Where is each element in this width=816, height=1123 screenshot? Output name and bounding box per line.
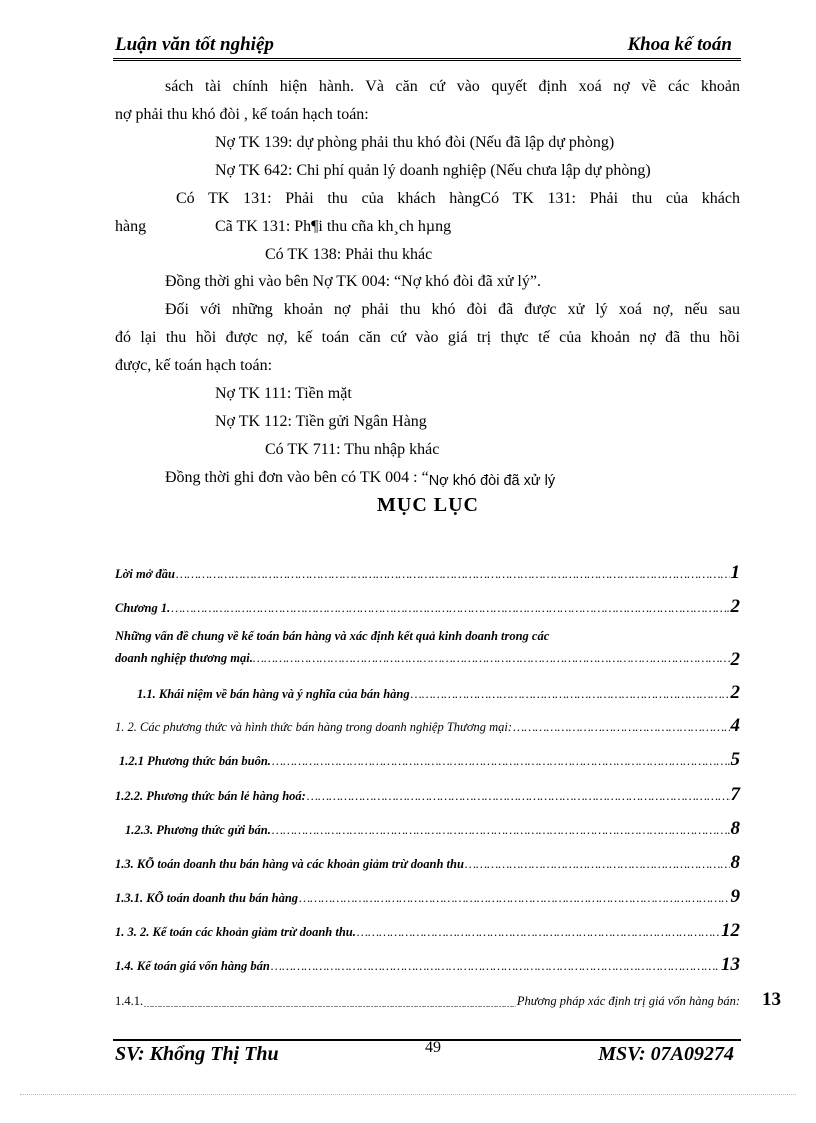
toc-entry-page: 7 xyxy=(730,784,740,805)
paragraph-3-line-3: được, kế toán hạch toán: xyxy=(115,357,273,374)
toc-entry[interactable] xyxy=(115,990,781,1009)
toc-entry-label-line-2: doanh nghiệp thương mại. xyxy=(115,651,253,665)
toc-entry-label: 1.3.1. KÕ toán doanh thu bán hàng xyxy=(115,891,299,905)
toc-entry-page: 1 xyxy=(730,562,740,583)
toc-entry[interactable] xyxy=(115,887,740,906)
toc-leader xyxy=(357,925,720,940)
entry-co-131-garbled: Cã TK 131: Ph¶i thu cña kh¸ch hµng xyxy=(215,218,452,235)
entry-no-139: Nợ TK 139: dự phòng phải thu khó đòi (Nếu đã lập dự phòng) xyxy=(215,134,615,151)
paragraph-2: Đồng thời ghi vào bên Nợ TK 004: “Nợ khó đòi đã xử lý”. xyxy=(165,273,541,290)
paragraph-1-line-1: sách tài chính hiện hành. Và căn cứ vào quyết định xoá nợ về các khoản xyxy=(165,78,740,95)
toc-entry-label: 1.3. KÕ toán doanh thu bán hàng và các khoản giảm trừ doanh thu xyxy=(115,857,464,871)
toc-entry-page: 13 xyxy=(721,954,740,975)
paragraph-4-part-b: Nợ khó đòi đã xử lý xyxy=(428,473,556,489)
toc-leader xyxy=(513,720,729,735)
entry-no-642: Nợ TK 642: Chi phí quản lý doanh nghiệp (Nếu chưa lập dự phòng) xyxy=(215,162,651,179)
toc-entry-page: 8 xyxy=(730,818,740,839)
footer-student-id: MSV: 07A09274 xyxy=(598,1043,734,1065)
toc-entry[interactable] xyxy=(119,750,740,769)
toc-leader xyxy=(299,891,729,906)
toc-entry[interactable] xyxy=(115,921,740,940)
footer-student: SV: Khổng Thị Thu xyxy=(115,1043,279,1065)
toc-entry-label: 1.4. Kế toán giá vốn hàng bán xyxy=(115,959,270,973)
page-edge-dotted-line xyxy=(20,1094,796,1095)
entry-co-138: Có TK 138: Phải thu khác xyxy=(265,246,433,263)
toc-entry[interactable] xyxy=(115,716,740,735)
toc-leader xyxy=(272,754,730,769)
toc-entry-label: 1.2.3. Phương thức gửi bán. xyxy=(125,823,271,837)
toc-entry-label: 1.2.2. Phương thức bán lẻ hàng hoá: xyxy=(115,789,306,803)
paragraph-3-line-2: đó lại thu hồi được nợ, kế toán căn cứ vào giá trị thực tế của khoản nợ đã thu hồi xyxy=(115,329,740,346)
toc-entry-page: 9 xyxy=(730,886,740,907)
entry-co-131: Có TK 131: Phải thu của khách hàngCó TK 131: Phải thu của khách xyxy=(176,190,740,207)
toc-leader xyxy=(144,999,516,1009)
toc-entry-label: 1. 2. Các phương thức và hình thức bán hàng trong doanh nghiệp Thương mại: xyxy=(115,720,513,734)
paragraph-4-part-a: Đồng thời ghi đơn vào bên có TK 004 : “ xyxy=(165,469,429,486)
toc-entry-label-right: Phương pháp xác định trị giá vốn hàng bán: xyxy=(516,994,740,1008)
entry-no-112: Nợ TK 112: Tiền gửi Ngân Hàng xyxy=(215,413,427,430)
toc-entry[interactable] xyxy=(115,563,740,582)
paragraph-1-line-2: nợ phải thu khó đòi , kế toán hạch toán: xyxy=(115,106,369,123)
toc-leader xyxy=(411,687,730,702)
entry-no-111: Nợ TK 111: Tiền mặt xyxy=(215,385,352,402)
paragraph-4 xyxy=(165,468,555,488)
toc-title: MỤC LỤC xyxy=(377,494,479,516)
toc-entry-page: 4 xyxy=(730,715,740,736)
toc-leader xyxy=(307,789,730,804)
toc-entry-label: 1. 3. 2. Kế toán các khoản giảm trừ doanh thu. xyxy=(115,925,356,939)
toc-leader xyxy=(272,823,730,838)
toc-leader xyxy=(465,857,730,872)
entry-co-131-hang: hàng xyxy=(115,218,147,235)
toc-entry[interactable] xyxy=(115,955,740,974)
toc-entry[interactable] xyxy=(115,625,740,669)
toc-entry-page: 2 xyxy=(730,682,740,703)
header-left: Luận văn tốt nghiệp xyxy=(115,34,274,55)
toc-entry[interactable] xyxy=(125,819,740,838)
toc-entry-label-line-1: Những vấn đề chung về kế toán bán hàng và xác định kết quả kinh doanh trong các xyxy=(115,629,550,643)
toc-leader xyxy=(176,567,730,582)
toc-entry-page: 8 xyxy=(730,852,740,873)
toc-leader xyxy=(253,647,731,669)
toc-entry-label: Lời mở đầu xyxy=(115,567,175,581)
toc-entry[interactable] xyxy=(137,683,740,702)
toc-entry-label: 1.1. Khái niệm về bán hàng và ý nghĩa của bán hàng xyxy=(137,687,410,701)
toc-entry[interactable] xyxy=(115,785,740,804)
toc-entry-page: 13 xyxy=(762,989,781,1010)
header-right: Khoa kế toán xyxy=(627,34,732,55)
entry-co-711: Có TK 711: Thu nhập khác xyxy=(265,441,440,458)
page-number: 49 xyxy=(425,1039,441,1056)
toc-leader xyxy=(271,959,720,974)
toc-entry-label: Chương 1. xyxy=(115,601,171,615)
toc-leader xyxy=(171,601,729,616)
toc-entry[interactable] xyxy=(115,597,740,616)
toc-entry-page: 5 xyxy=(730,749,740,770)
toc-entry-page: 2 xyxy=(730,649,740,670)
toc-entry-label-left: 1.4.1. xyxy=(115,994,144,1008)
toc-entry[interactable] xyxy=(115,853,740,872)
header-rule xyxy=(113,58,741,61)
toc-entry-label: 1.2.1 Phương thức bán buôn. xyxy=(119,754,271,768)
toc-entry-page: 12 xyxy=(721,920,740,941)
paragraph-3-line-1: Đối với những khoản nợ phải thu khó đòi đã được xử lý xoá nợ, nếu sau xyxy=(165,301,740,318)
toc-entry-page: 2 xyxy=(730,596,740,617)
